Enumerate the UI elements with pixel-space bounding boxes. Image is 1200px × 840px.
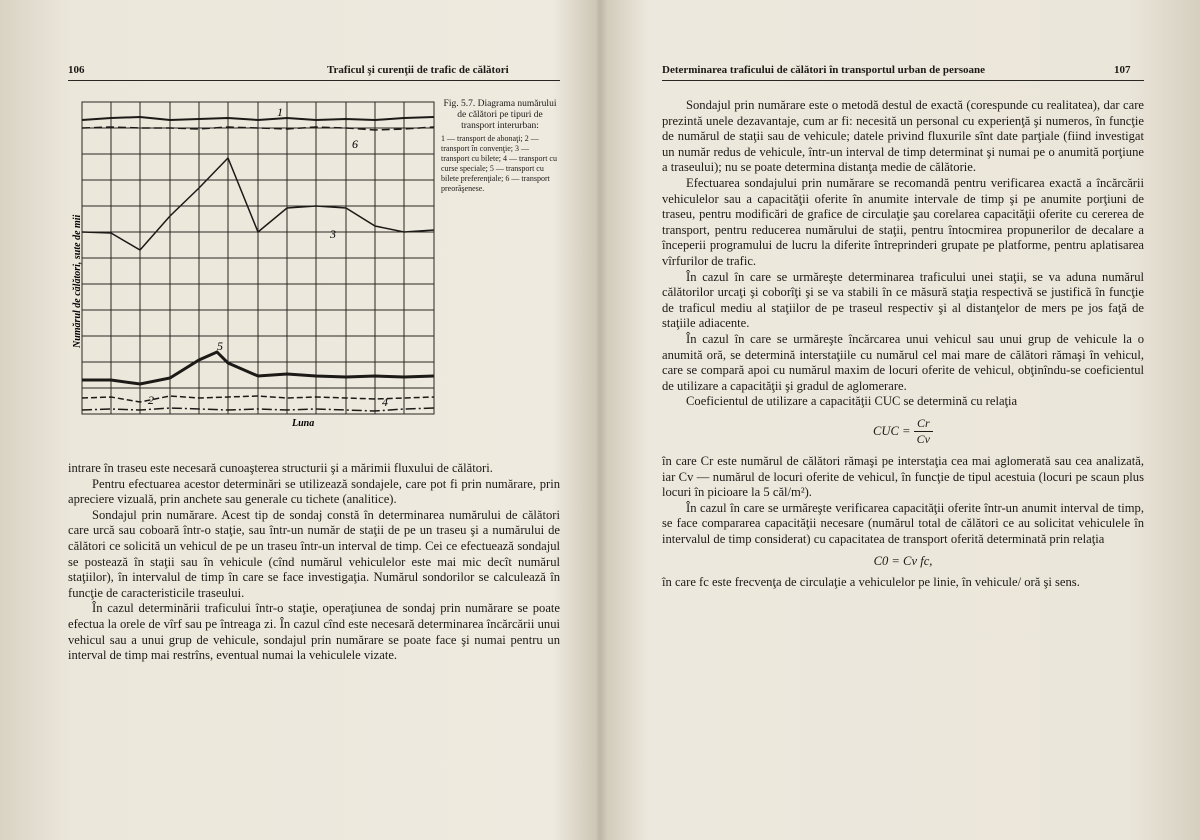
formula-cuc xyxy=(662,416,1144,448)
x-axis-label: Luna xyxy=(292,418,315,429)
paragraph: Coeficientul de utilizare a capacităţii CUC se determină cu relaţia xyxy=(686,394,1018,409)
formula-c0: C0 = Cv fc, xyxy=(873,553,933,568)
caption-legend: 1 — transport de abonaţi; 2 — transport în convenţie; 3 — transport cu bilete; 4 — transport cu curse speciale; 5 — transport cu bilete preferenţiale; 6 — transport preorăşenese. xyxy=(441,134,557,193)
running-header: Traficul şi curenţii de trafic de călători xyxy=(327,64,509,76)
curve-label-4: 4 xyxy=(382,395,388,409)
paragraph: În cazul în care se urmăreşte încărcarea unui vehicul sau unui grup de vehicule la o anumită oră, se determină interstaţiile cu numărul cel mai mare de călători rămaşi în vehicul, care se compară apoi cu numărul maxim de locuri oferite de vehicul, obţinîndu-se coeficientul de utilizare a capacităţii şi gradul de aglomerare. xyxy=(662,331,1144,393)
paragraph: în care Cr este numărul de călători rămaşi pe interstaţia cea mai aglomerată sau cea analizată, iar Cv — numărul de locuri oferite de vehicul, în funcţie de tipul acestuia (locuri pe scaun plus locuri în picioare la 5 căl/m²). xyxy=(662,454,1144,500)
paragraph: Sondajul prin numărare. Acest tip de sondaj constă în determinarea numărului de călători care urcă sau coboară într-o staţie, sau într-un număr de staţii de pe un traseu şi a numărului de călători ce solicită un vehicul de pe un traseu într-un interval de timp. Cei ce efectuează sondajul se postează în staţii sau în vehicule (cînd numărul vehiculelor este mai mic decît numărul staţiilor), în intervalul de timp în care se face investigaţia. Numărul sondorilor se calculează în funcţie de caracteristicile traseului. xyxy=(68,507,560,600)
formula-numerator: Cr xyxy=(914,416,933,433)
curve-label-6: 6 xyxy=(352,137,358,151)
formula-fraction xyxy=(914,416,933,448)
curve-label-2: 2 xyxy=(148,393,154,407)
curve-label-5: 5 xyxy=(217,339,223,353)
right-body xyxy=(662,98,1144,591)
paragraph: În cazul în care se urmăreşte determinarea traficului unei staţii, se va aduna numărul călătorilor urcaţi şi coborîţi şi se va stabili în ce măsură staţia respectivă se justifică în funcţie de traficul mediu al staţiilor de pe traseul respectiv şi al distanţelor de mers pe jos faţă de staţiile adiacente. xyxy=(662,269,1144,331)
figure-diagram xyxy=(72,98,436,429)
formula-lhs: CUC = xyxy=(872,423,911,438)
curve-label-1: 1 xyxy=(277,105,283,119)
figure-caption xyxy=(441,99,559,194)
formula-denominator: Cv xyxy=(916,432,931,447)
caption-title: Fig. 5.7. Diagrama numărului de călători pe tipuri de transport interurban: xyxy=(443,99,557,131)
page-number: 107 xyxy=(1114,64,1131,76)
paragraph: intrare în traseu este necesară cunoaşterea structurii şi a mărimii fluxului de călători. xyxy=(68,461,493,475)
left-body xyxy=(68,461,560,664)
grid xyxy=(82,102,434,414)
header-rule xyxy=(662,80,1144,81)
passenger-diagram xyxy=(72,98,436,429)
curve-label-3: 3 xyxy=(330,227,336,241)
paragraph: Pentru efectuarea acestor determinări se utilizează sondajele, care pot fi prin numărare, prin apreciere vizuală, prin anchete sau generale cu tichete (analitice). xyxy=(68,476,560,507)
running-header: Determinarea traficului de călători în transportul urban de persoane xyxy=(662,64,986,76)
right-page xyxy=(606,0,1200,840)
page-number: 106 xyxy=(68,64,85,76)
header-rule xyxy=(68,80,560,81)
paragraph: Sondajul prin numărare este o metodă destul de exactă (corespunde cu realitatea), dar care prezintă unele dezavantaje, cum ar fi: necesită un personal cu experienţă şi numeros, în funcţie de numărul de staţii sau de vehicule; datele privind fluxurile sînt date parţiale (fiind investigat un număr redus de vehicule, într-un interval de timp determinat şi numai pe o anumită porţiune a traseului); nu se poate determina distanţa medie de călătorie. xyxy=(662,98,1144,175)
paragraph: Efectuarea sondajului prin numărare se recomandă pentru verificarea exactă a încărcării vehiculelor sau a capacităţii oferite în anumite intervale de timp şi pe anumite porţiuni de traseu, pentru modificări de grafice de circulaţie şau corelarea capacităţii oferite cu cererea de transport, pentru reducerea numărului de staţii, pentru întocmirea propunerilor de decalare a începerii programului de lucru la diferite întreprinderi grupate pe platforme, pentru aplatisarea vîrfurilor de trafic. xyxy=(662,175,1144,268)
paragraph: în care fc este frecvenţa de circulaţie a vehiculelor pe linie, în vehicule/ oră şi sens. xyxy=(662,575,1080,590)
paragraph: În cazul determinării traficului într-o staţie, operaţiunea de sondaj prin numărare se poate efectua la orele de vîrf sau pe întreaga zi. În cazul cînd este necesară determinarea încărcării unui vehicul sau a unui grup de vehicule, sondajul prin numărare se poate face şi numai pentru un interval de timp mai restrîns, eventual numai la vehiculele vizate. xyxy=(68,601,560,663)
paragraph: În cazul în care se urmăreşte verificarea capacităţii oferite într-un anumit interval de timp, se face compararea capacităţii necesare (numărul total de călători ce au solicitat vehiculele în intervalul de timp considerat) cu capacitatea de transport oferită determinată prin relaţia xyxy=(662,500,1144,547)
y-axis-label: Numărul de călători, sute de mii xyxy=(72,214,83,348)
